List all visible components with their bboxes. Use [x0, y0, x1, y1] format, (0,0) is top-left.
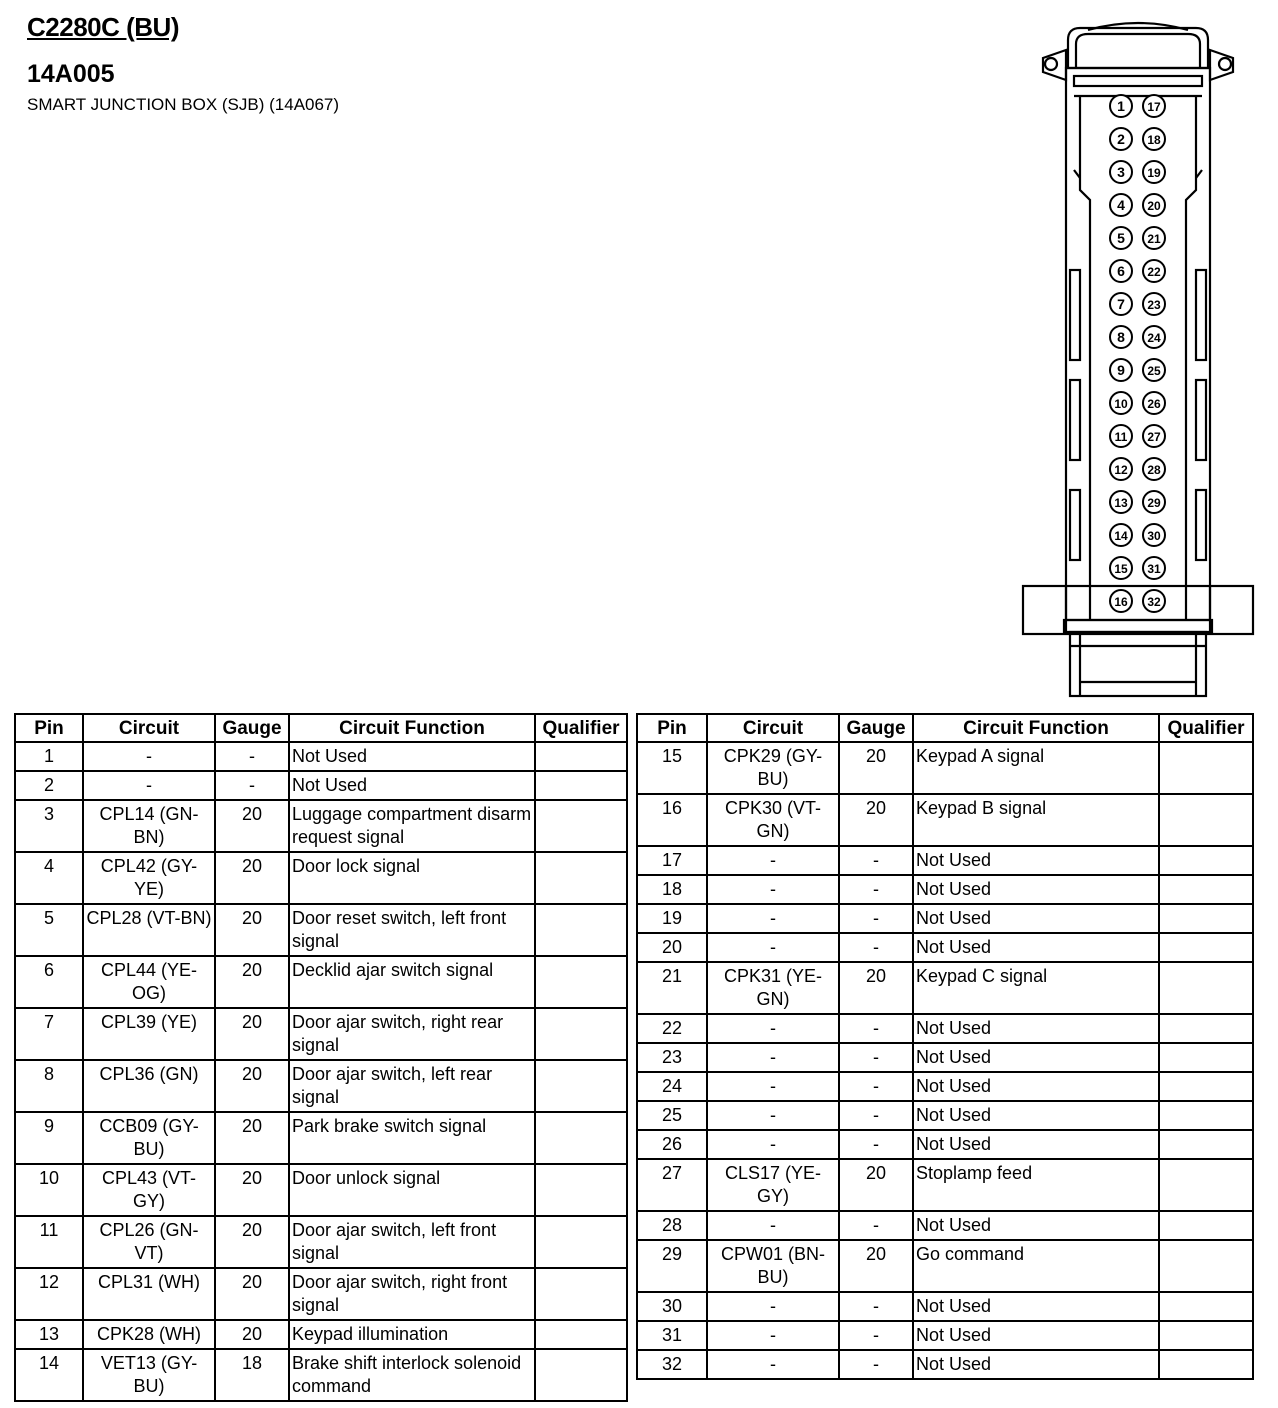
cell-circuit: -	[707, 904, 839, 933]
pin-number-label: 19	[1147, 166, 1161, 180]
table-row	[637, 875, 1253, 904]
pin-number-label: 6	[1117, 263, 1125, 279]
cell-circuit: CPK28 (WH)	[83, 1320, 215, 1349]
cell-gauge: -	[839, 846, 913, 875]
cell-gauge: 20	[215, 1112, 289, 1164]
pin-cavity	[1143, 293, 1165, 315]
table-row	[15, 1216, 627, 1268]
cell-gauge: 20	[215, 956, 289, 1008]
cell-qualifier	[1159, 1321, 1253, 1350]
cell-pin: 13	[15, 1320, 83, 1349]
cell-pin: 28	[637, 1211, 707, 1240]
table-row	[637, 962, 1253, 1014]
cell-pin: 1	[15, 742, 83, 771]
cell-gauge: 20	[215, 800, 289, 852]
connector-flange	[1023, 586, 1253, 634]
cell-circuit: CPL36 (GN)	[83, 1060, 215, 1112]
header-circuit: Circuit	[83, 714, 215, 742]
cell-qualifier	[1159, 1211, 1253, 1240]
pin-cavity	[1143, 227, 1165, 249]
cell-qualifier	[535, 1008, 627, 1060]
cell-pin: 4	[15, 852, 83, 904]
cell-circuit: CPW01 (BN-BU)	[707, 1240, 839, 1292]
cell-pin: 24	[637, 1072, 707, 1101]
cell-gauge: -	[215, 742, 289, 771]
cell-pin: 32	[637, 1350, 707, 1379]
cell-circuit-function: Keypad B signal	[913, 794, 1159, 846]
pin-cavity	[1143, 260, 1165, 282]
pin-number-label: 15	[1114, 562, 1128, 576]
pin-cavity	[1143, 326, 1165, 348]
pin-number-label: 17	[1147, 100, 1161, 114]
cell-qualifier	[1159, 1130, 1253, 1159]
pin-cavity	[1110, 491, 1132, 513]
cell-gauge: -	[839, 1292, 913, 1321]
cell-qualifier	[1159, 1350, 1253, 1379]
pin-table-right	[636, 713, 1254, 1380]
cell-circuit: CCB09 (GY-BU)	[83, 1112, 215, 1164]
pin-cavity	[1143, 491, 1165, 513]
cell-qualifier	[1159, 1014, 1253, 1043]
header-circuit-function: Circuit Function	[289, 714, 535, 742]
cell-qualifier	[535, 904, 627, 956]
table-header-row	[637, 714, 1253, 742]
cell-gauge: 20	[215, 852, 289, 904]
cell-circuit-function: Not Used	[913, 1014, 1159, 1043]
pin-number-label: 30	[1147, 529, 1161, 543]
table-row	[15, 742, 627, 771]
cell-gauge: 20	[215, 1164, 289, 1216]
cell-circuit: -	[707, 1014, 839, 1043]
cell-pin: 21	[637, 962, 707, 1014]
header-gauge: Gauge	[839, 714, 913, 742]
cell-gauge: -	[215, 771, 289, 800]
cell-pin: 19	[637, 904, 707, 933]
cell-circuit-function: Park brake switch signal	[289, 1112, 535, 1164]
pin-number-label: 10	[1114, 397, 1128, 411]
cell-circuit: CPK31 (YE-GN)	[707, 962, 839, 1014]
cell-circuit: -	[707, 1072, 839, 1101]
table-row	[15, 956, 627, 1008]
cell-circuit-function: Keypad A signal	[913, 742, 1159, 794]
pin-number-label: 1	[1117, 98, 1125, 114]
pin-table-left	[14, 713, 628, 1402]
pin-cavity	[1143, 458, 1165, 480]
cell-qualifier	[1159, 1292, 1253, 1321]
header-gauge: Gauge	[215, 714, 289, 742]
pin-cavity	[1143, 524, 1165, 546]
pin-number-label: 28	[1147, 463, 1161, 477]
cell-circuit: CPK29 (GY-BU)	[707, 742, 839, 794]
cell-qualifier	[1159, 742, 1253, 794]
cell-qualifier	[1159, 933, 1253, 962]
cell-qualifier	[1159, 1101, 1253, 1130]
cell-gauge: -	[839, 1211, 913, 1240]
cell-circuit-function: Decklid ajar switch signal	[289, 956, 535, 1008]
cell-qualifier	[535, 1216, 627, 1268]
table-row	[637, 1072, 1253, 1101]
pin-number-label: 24	[1147, 331, 1161, 345]
cell-circuit: CPL26 (GN-VT)	[83, 1216, 215, 1268]
cell-circuit-function: Not Used	[913, 1101, 1159, 1130]
pin-cavity	[1110, 359, 1132, 381]
cell-circuit-function: Door ajar switch, left rear signal	[289, 1060, 535, 1112]
pin-cavity	[1110, 326, 1132, 348]
cell-gauge: 20	[839, 962, 913, 1014]
pin-cavity	[1110, 128, 1132, 150]
pin-number-label: 22	[1147, 265, 1161, 279]
cell-circuit: -	[707, 846, 839, 875]
cell-circuit: CLS17 (YE-GY)	[707, 1159, 839, 1211]
table-row	[15, 1268, 627, 1320]
pin-number-label: 7	[1117, 296, 1125, 312]
part-number: 14A005	[27, 60, 115, 88]
pin-cavity	[1143, 161, 1165, 183]
cell-pin: 6	[15, 956, 83, 1008]
table-row	[637, 1321, 1253, 1350]
table-row	[15, 904, 627, 956]
cell-circuit: CPL31 (WH)	[83, 1268, 215, 1320]
cell-qualifier	[1159, 1072, 1253, 1101]
pin-number-label: 2	[1117, 131, 1125, 147]
table-row	[637, 794, 1253, 846]
cell-circuit: -	[83, 742, 215, 771]
table-row	[637, 1211, 1253, 1240]
table-row	[15, 1008, 627, 1060]
cell-circuit: CPL44 (YE-OG)	[83, 956, 215, 1008]
cell-gauge: -	[839, 1101, 913, 1130]
cell-gauge: 20	[839, 1240, 913, 1292]
cell-qualifier	[535, 852, 627, 904]
pin-cavity	[1110, 227, 1132, 249]
cell-circuit: CPL14 (GN-BN)	[83, 800, 215, 852]
pin-number-label: 32	[1147, 595, 1161, 609]
pin-cavity	[1110, 557, 1132, 579]
cell-pin: 22	[637, 1014, 707, 1043]
cell-circuit: -	[707, 1292, 839, 1321]
table-row	[637, 1350, 1253, 1379]
connector-body	[1066, 68, 1210, 620]
table-row	[15, 1320, 627, 1349]
cell-pin: 18	[637, 875, 707, 904]
cell-circuit: CPL39 (YE)	[83, 1008, 215, 1060]
cell-pin: 23	[637, 1043, 707, 1072]
pin-cavity	[1110, 590, 1132, 612]
pin-number-label: 12	[1114, 463, 1128, 477]
cell-circuit-function: Door ajar switch, right front signal	[289, 1268, 535, 1320]
cell-circuit-function: Door lock signal	[289, 852, 535, 904]
cell-gauge: 20	[215, 1008, 289, 1060]
pin-number-label: 29	[1147, 496, 1161, 510]
cell-circuit: -	[707, 875, 839, 904]
cell-pin: 30	[637, 1292, 707, 1321]
table-row	[637, 1101, 1253, 1130]
cell-gauge: -	[839, 1321, 913, 1350]
cell-circuit-function: Not Used	[289, 742, 535, 771]
table-row	[637, 904, 1253, 933]
cell-circuit-function: Not Used	[913, 1321, 1159, 1350]
cell-circuit-function: Not Used	[913, 1072, 1159, 1101]
cell-pin: 12	[15, 1268, 83, 1320]
cell-circuit-function: Not Used	[913, 933, 1159, 962]
connector-face-diagram	[1018, 20, 1258, 700]
pin-number-label: 16	[1114, 595, 1128, 609]
table-row	[15, 1164, 627, 1216]
cell-qualifier	[535, 1320, 627, 1349]
table-row	[15, 852, 627, 904]
table-row	[637, 1014, 1253, 1043]
cell-pin: 8	[15, 1060, 83, 1112]
cell-circuit-function: Not Used	[913, 1043, 1159, 1072]
cell-pin: 26	[637, 1130, 707, 1159]
pin-number-label: 27	[1147, 430, 1161, 444]
cell-circuit-function: Door reset switch, left front signal	[289, 904, 535, 956]
pin-number-label: 31	[1147, 562, 1161, 576]
pin-cavity	[1110, 95, 1132, 117]
pin-cavity	[1110, 425, 1132, 447]
cell-gauge: 20	[215, 1216, 289, 1268]
cell-qualifier	[1159, 875, 1253, 904]
cell-gauge: -	[839, 904, 913, 933]
right-latch-icon	[1219, 58, 1231, 70]
cell-pin: 14	[15, 1349, 83, 1401]
pin-number-label: 11	[1114, 430, 1128, 444]
pin-number-label: 14	[1114, 529, 1128, 543]
cell-gauge: 18	[215, 1349, 289, 1401]
pin-cavity	[1110, 293, 1132, 315]
cell-circuit: -	[707, 1043, 839, 1072]
pin-number-label: 18	[1147, 133, 1161, 147]
cell-gauge: -	[839, 1072, 913, 1101]
pin-cavity	[1143, 128, 1165, 150]
pin-cavity	[1143, 425, 1165, 447]
pin-number-label: 25	[1147, 364, 1161, 378]
cell-pin: 29	[637, 1240, 707, 1292]
table-row	[15, 1349, 627, 1401]
cell-qualifier	[535, 800, 627, 852]
pin-number-label: 3	[1117, 164, 1125, 180]
cell-gauge: -	[839, 933, 913, 962]
table-row	[15, 1060, 627, 1112]
table-row	[637, 1292, 1253, 1321]
cell-circuit: -	[83, 771, 215, 800]
pin-number-label: 21	[1147, 232, 1161, 246]
cell-gauge: 20	[839, 742, 913, 794]
cell-qualifier	[535, 742, 627, 771]
cell-qualifier	[535, 1349, 627, 1401]
pin-cavity	[1143, 359, 1165, 381]
cell-gauge: -	[839, 875, 913, 904]
cell-circuit-function: Not Used	[913, 1292, 1159, 1321]
cell-circuit: CPL28 (VT-BN)	[83, 904, 215, 956]
pin-cavities	[1110, 95, 1165, 612]
cell-pin: 27	[637, 1159, 707, 1211]
table-row	[15, 800, 627, 852]
cell-circuit-function: Go command	[913, 1240, 1159, 1292]
cell-circuit-function: Door ajar switch, right rear signal	[289, 1008, 535, 1060]
pin-number-label: 20	[1147, 199, 1161, 213]
pin-cavity	[1110, 194, 1132, 216]
cell-pin: 20	[637, 933, 707, 962]
cell-qualifier	[535, 771, 627, 800]
cell-pin: 16	[637, 794, 707, 846]
cell-circuit-function: Not Used	[913, 1211, 1159, 1240]
cell-circuit: CPL42 (GY-YE)	[83, 852, 215, 904]
cell-gauge: -	[839, 1043, 913, 1072]
cell-gauge: -	[839, 1350, 913, 1379]
table-row	[637, 846, 1253, 875]
cell-gauge: -	[839, 1130, 913, 1159]
cell-pin: 11	[15, 1216, 83, 1268]
component-description: SMART JUNCTION BOX (SJB) (14A067)	[27, 95, 340, 114]
cell-circuit-function: Keypad illumination	[289, 1320, 535, 1349]
cell-circuit-function: Door unlock signal	[289, 1164, 535, 1216]
cell-circuit-function: Luggage compartment disarm request signal	[289, 800, 535, 852]
connector-code: C2280C (BU)	[27, 12, 179, 42]
cell-pin: 7	[15, 1008, 83, 1060]
cell-circuit-function: Brake shift interlock solenoid command	[289, 1349, 535, 1401]
pin-cavity	[1143, 95, 1165, 117]
cell-circuit-function: Keypad C signal	[913, 962, 1159, 1014]
cell-circuit-function: Not Used	[913, 846, 1159, 875]
cell-circuit: -	[707, 1350, 839, 1379]
cell-qualifier	[535, 1112, 627, 1164]
cell-pin: 15	[637, 742, 707, 794]
left-latch-icon	[1045, 58, 1057, 70]
pin-number-label: 26	[1147, 397, 1161, 411]
table-row	[15, 1112, 627, 1164]
header-pin: Pin	[637, 714, 707, 742]
cell-circuit-function: Door ajar switch, left front signal	[289, 1216, 535, 1268]
cell-gauge: 20	[215, 1320, 289, 1349]
pin-cavity	[1110, 392, 1132, 414]
pin-number-label: 8	[1117, 329, 1125, 345]
cell-qualifier	[535, 1164, 627, 1216]
table-row	[637, 1043, 1253, 1072]
cell-circuit-function: Not Used	[913, 875, 1159, 904]
cell-circuit: -	[707, 1130, 839, 1159]
header-qualifier: Qualifier	[1159, 714, 1253, 742]
cell-qualifier	[535, 1268, 627, 1320]
cell-circuit: CPL43 (VT-GY)	[83, 1164, 215, 1216]
cell-pin: 25	[637, 1101, 707, 1130]
cell-gauge: 20	[839, 794, 913, 846]
table-row	[637, 1159, 1253, 1211]
cell-pin: 5	[15, 904, 83, 956]
cell-pin: 2	[15, 771, 83, 800]
cell-circuit: -	[707, 1101, 839, 1130]
pin-cavity	[1143, 392, 1165, 414]
cell-circuit: VET13 (GY-BU)	[83, 1349, 215, 1401]
pin-cavity	[1143, 557, 1165, 579]
cell-circuit-function: Not Used	[913, 1350, 1159, 1379]
pin-number-label: 9	[1117, 362, 1125, 378]
cell-qualifier	[535, 1060, 627, 1112]
pin-cavity	[1143, 194, 1165, 216]
cell-qualifier	[1159, 846, 1253, 875]
cell-qualifier	[1159, 962, 1253, 1014]
table-row	[637, 1240, 1253, 1292]
pin-cavity	[1110, 161, 1132, 183]
pin-cavity	[1110, 458, 1132, 480]
cell-gauge: 20	[215, 1268, 289, 1320]
table-row	[637, 1130, 1253, 1159]
cell-pin: 3	[15, 800, 83, 852]
cell-gauge: 20	[839, 1159, 913, 1211]
cell-pin: 31	[637, 1321, 707, 1350]
cell-qualifier	[1159, 904, 1253, 933]
cell-gauge: -	[839, 1014, 913, 1043]
header-circuit-function: Circuit Function	[913, 714, 1159, 742]
cell-pin: 10	[15, 1164, 83, 1216]
cell-circuit-function: Stoplamp feed	[913, 1159, 1159, 1211]
pin-cavity	[1110, 524, 1132, 546]
cell-circuit: -	[707, 1211, 839, 1240]
pin-number-label: 4	[1117, 197, 1125, 213]
cell-qualifier	[535, 956, 627, 1008]
cell-qualifier	[1159, 1240, 1253, 1292]
cell-circuit-function: Not Used	[913, 904, 1159, 933]
cell-circuit: -	[707, 1321, 839, 1350]
cell-qualifier	[1159, 794, 1253, 846]
pin-number-label: 23	[1147, 298, 1161, 312]
header-pin: Pin	[15, 714, 83, 742]
pin-number-label: 13	[1114, 496, 1128, 510]
cell-qualifier	[1159, 1043, 1253, 1072]
cell-circuit: CPK30 (VT-GN)	[707, 794, 839, 846]
pin-cavity	[1110, 260, 1132, 282]
cell-circuit-function: Not Used	[913, 1130, 1159, 1159]
table-header-row	[15, 714, 627, 742]
cell-pin: 9	[15, 1112, 83, 1164]
cell-gauge: 20	[215, 904, 289, 956]
header-circuit: Circuit	[707, 714, 839, 742]
cell-circuit-function: Not Used	[289, 771, 535, 800]
cell-pin: 17	[637, 846, 707, 875]
cell-circuit: -	[707, 933, 839, 962]
pin-number-label: 5	[1117, 230, 1125, 246]
table-row	[15, 771, 627, 800]
table-row	[637, 742, 1253, 794]
pin-cavity	[1143, 590, 1165, 612]
cell-qualifier	[1159, 1159, 1253, 1211]
table-row	[637, 933, 1253, 962]
cell-gauge: 20	[215, 1060, 289, 1112]
header-qualifier: Qualifier	[535, 714, 627, 742]
